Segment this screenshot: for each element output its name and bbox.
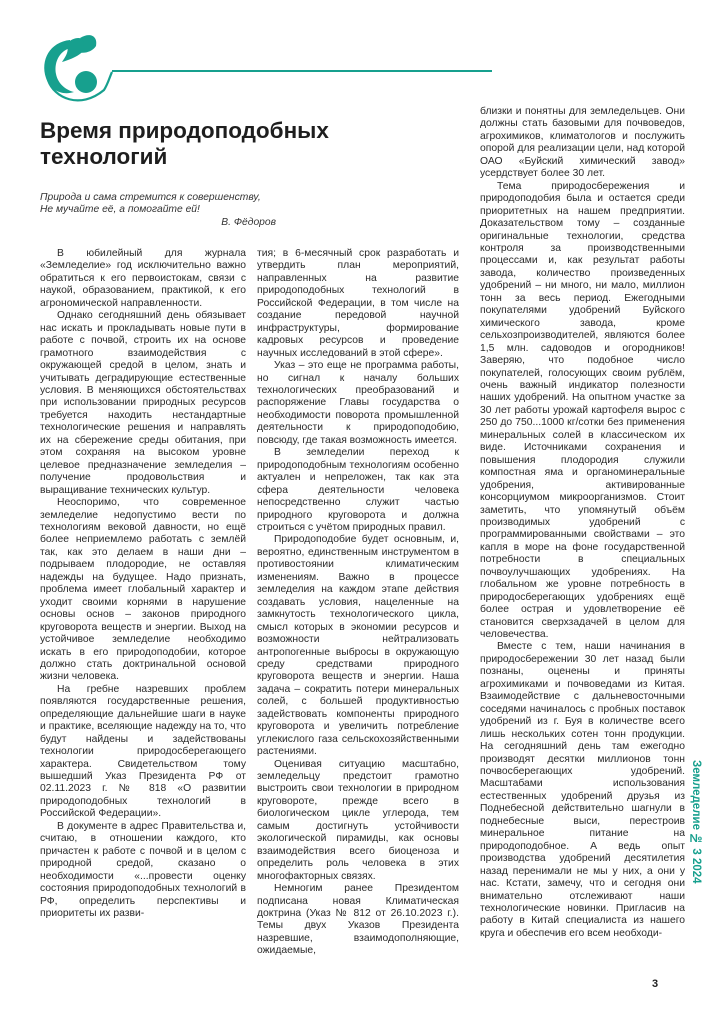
- paragraph: Оценивая ситуацию масштабно, земледельцу предстоит грамотно выстроить свои технологии в природном круговороте, прежде всего в биологическом цикле углерода, тем самым достигнуть устойчивости экологической пирамиды, как основы взаимодействия всего биоценоза и определить роль человека в этих многофакторных связях.: [257, 758, 459, 882]
- epigraph-line-1: Природа и сама стремится к совершенству,: [40, 192, 261, 203]
- article-title: [40, 118, 460, 170]
- journal-logo-icon: [36, 30, 126, 106]
- paragraph: В юбилейный для журнала «Земледелие» год исключительно важно обратиться к его первоистокам, связи с наукой, образованием, практикой, к его агрономической направленности.: [40, 248, 246, 309]
- header-rule: [112, 70, 492, 72]
- journal-issue-label: Земледелие № 3 2024: [690, 760, 702, 884]
- title-line-1: Время природоподобных: [40, 118, 329, 143]
- paragraph: Указ – это еще не программа работы, но сигнал к началу больших технологических преобразований и распоряжение Главы государства о необходимости поворота промышленной деятельности к природоподобию, повсюду, где такая возможность имеется.: [257, 360, 459, 446]
- article-column-1: [40, 248, 246, 920]
- paragraph: Неоспоримо, что современное земледелие недопустимо вести по технологиям вековой давности, но ещё более неприемлемо работать с землёй так, как это делаем в наши дни – подрываем плодородие, не оставляя надежды на будущее. Надо признать, проблема имеет глобальный характер и уходит своими корнями в нарушение основы основ – законов природного круговорота веществ и энергии. Выход на устойчивое земледелие необходимо искать в его природоподобии, которое должно стать доктринальной основой жизни человека.: [40, 497, 246, 683]
- paragraph: тия; в 6-месячный срок разработать и утвердить план мероприятий, направленных на развитие природоподобных технологий в Российской Федерации, в том числе на создание передовой научной инфраструктуры, формирование кадровых ресурсов и проведение научных исследований в этой сфере».: [257, 248, 459, 359]
- paragraph: В земледелии переход к природоподобным технологиям особенно актуален и непреложен, так как эта сфера деятельности человека непосредственно служит частью природного круговорота и должна строиться с учётом природных правил.: [257, 447, 459, 533]
- article-column-2: [257, 248, 459, 958]
- paragraph: Немногим ранее Президентом подписана новая Климатическая доктрина (Указ № 812 от 26.10.2023 г.). Темы двух Указов Президента назревшие, взаимодополняющие, ожидаемые,: [257, 883, 459, 957]
- epigraph-author: В. Фёдоров: [221, 216, 276, 228]
- page-number: 3: [652, 978, 659, 990]
- paragraph: В документе в адрес Правительства и, считаю, в отношении каждого, кто причастен к работе с почвой и в целом с природной средой, сказано о необходимости «...провести оценку состояния природоподобных технологий в РФ, определить перспективы и приоритеты их разви-: [40, 820, 246, 920]
- paragraph: Природоподобие будет основным, и, вероятно, единственным инструментом в противостоянии климатическим изменениям. Важно в процессе земледелия на каждом этапе действия создавать условия, нацеленные на замкнутость технологического цикла, смысл которых в экономии ресурсов и возможности нейтрализовать антропогенные выбросы в окружающую среду средствами природного круговорота веществ и энергии. Наша задача – сократить потери минеральных солей, с большей продуктивностью задействовать компоненты природного круговорота и увеличить потребление углекислого газа сельскохозяйственными растениями.: [257, 534, 459, 758]
- paragraph: Вместе с тем, наши начинания в природосбережении 30 лет назад были познаны, оценены и приняты агрохимиками и почвоведами из Китая. Взаимодействие с дальневосточными соседями начиналось с пробных поставок удобрений из г. Буя в количестве всего лишь нескольких сотен тонн продукции. На сегодняшний день там ежегодно производят десятки миллионов тонн почвосберегающих удобрений. Масштабами использования естественных удобрений друзья из Поднебесной действительно шагнули в поднебесные выси, перестроив минеральное питание на природоподобное. А ведь опыт производства удобрений десятилетия назад перенимали не мы у них, а они у нас. Кстати, замечу, что и сегодня они внимательно отслеживают наши технологические новинки. Пригласив на работу в Китай специалиста из нашего круга и обеспечив его всем необходи-: [480, 641, 685, 939]
- paragraph: близки и понятны для земледельцев. Они должны стать базовыми для почвоведов, агрохимиков, климатологов и послужить опорой для реализации цели, над которой ОАО «Буйский химический завод» усердствует более 30 лет.: [480, 106, 685, 180]
- article-column-3: [480, 106, 685, 940]
- epigraph: [40, 192, 276, 229]
- paragraph: Тема природосбережения и природоподобия была и остается среди приоритетных на нашем предприятии. Доказательством тому – созданные оригинальные технологии, средства контроля за производственными процессами и, как результат работы завода, количество произведенных удобрений – ни много, ни мало, миллион тонн за весь период. Ежегодными покупателями удобрений Буйского химического завода, кроме сельхозпроизводителей, являются более 1,5 млн. садоводов и огородников! Заверяю, что подобное число покупателей, голосующих своим рублём, очень важный индикатор полезности наших удобрений. На опытном участке за 30 лет работы урожай картофеля вырос с 250 до 750...1000 кг/сотки без применения минеральных солей в классическом их виде. Источниками сохранения и повышения плодородия служили компостная яма и органоминеральные удобрения, активированные консорциумом микроорганизмов. Стоит заметить, что упомянутый объём производимых удобрений с программированными свойствами – это капля в море на фоне государственной потребности в специальных почвоулучшающих удобрениях. На глобальном же уровне потребность в природосберегающих удобрениях ещё более острая и удовлетворение её становится сверхзадачей в целом для человечества.: [480, 180, 685, 641]
- paragraph: На гребне назревших проблем появляются государственные решения, определяющие дальнейшие шаги в науке и практике, вселяющие надежду на то, что будут найдены и задействованы технологии природосберегающего характера. Свидетельством тому вышедший Указ Президента РФ от 02.11.2023 г. № 818 «О развитии природоподобных технологий в Российской Федерации».: [40, 683, 246, 820]
- title-line-2: технологий: [40, 144, 168, 169]
- epigraph-line-2: Не мучайте её, а помогайте ей!: [40, 204, 200, 216]
- paragraph: Однако сегодняшний день обязывает нас искать и прокладывать новые пути в работе с почвой, строить их на основе грамотного взаимодействия с окружающей средой в целом, знать и учитывать деградирующие естественные условия. В меняющихся обстоятельствах при использовании природных ресурсов требуется находить нестандартные технологические решения и направлять их на сбережение среды обитания, при этом сохраняя на высоком уровне целевое предназначение земледелия – получение продовольствия и выращивание технических культур.: [40, 310, 246, 496]
